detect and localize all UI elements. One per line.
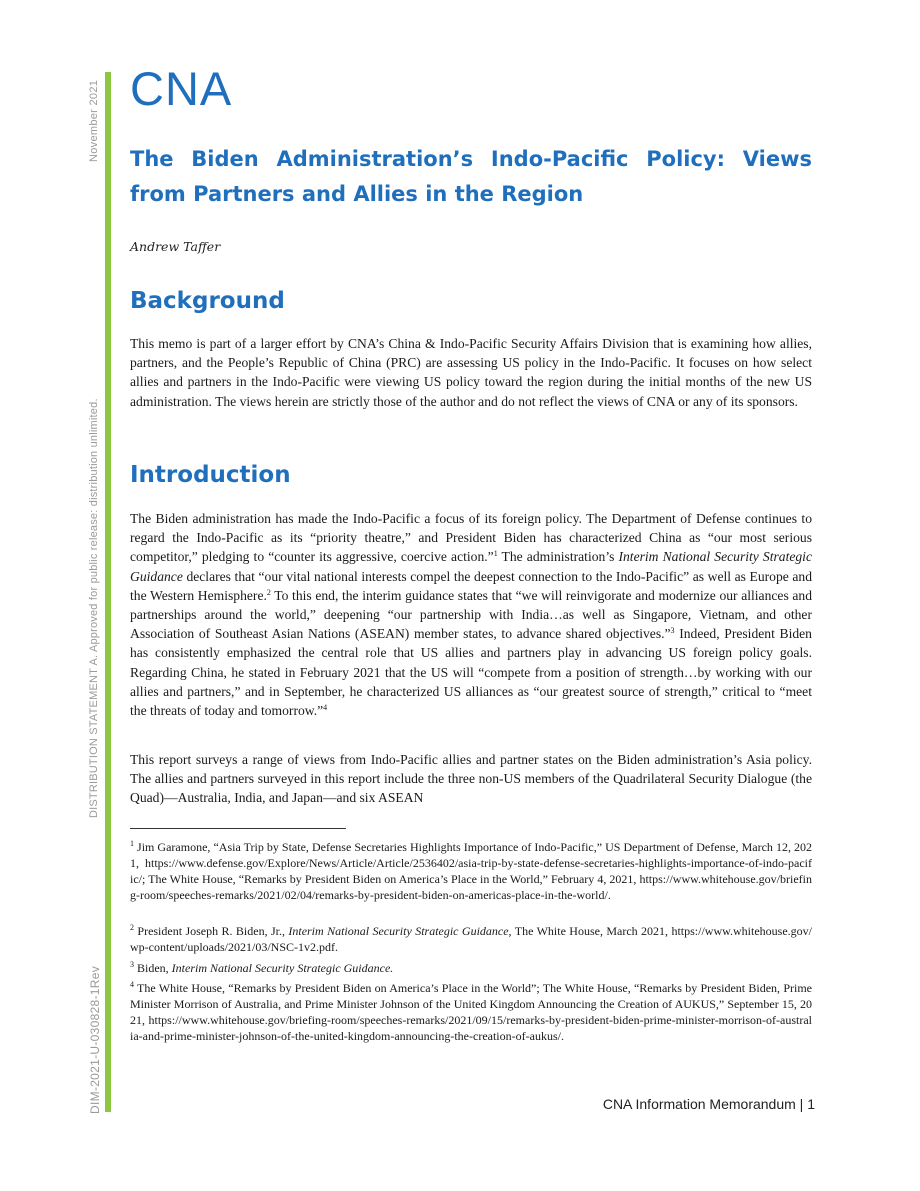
page-footer: CNA Information Memorandum | 1: [602, 1096, 815, 1112]
footnote-2: $^2$ President Joseph R. Biden, Jr., Interim National Security Strategic Guidance, The White House, March 2021, https://www.whitehouse.gov/wp-content/uploads/2021/03/NSC-1v2.pdf.: [130, 923, 812, 954]
footnote-ref-4[interactable]: 4: [323, 703, 328, 713]
guidance-title: Interim National Security Strategic Guidance: [130, 549, 812, 584]
footnote-divider: [130, 828, 346, 829]
page-title: The Biden Administration’s Indo-Pacific Policy: Views from Partners and Allies in the Region: [130, 147, 812, 206]
footnote-4: $^4$ The White House, “Remarks by President Biden on America’s Place in the World”; The White House, “Remarks by President Biden, Prime Minister Morrison of Australia, and Prime Minister Johnson of the United Kingdom Announcing the Creation of AUKUS,” September 15, 2021, https://www.whitehouse.gov/briefing-room/speeches-remarks/2021/09/15/remarks-by-president-biden-prime-minister-morrison-of-australia-and-prime-minister-johnson-of-the-united-kingdom-announcing-the-creation-of-aukus/.: [130, 980, 812, 1043]
sidebar-date: November 2021: [88, 79, 100, 162]
background-paragraph: This memo is part of a larger effort by CNA’s China & Indo-Pacific Security Affairs Division that is examining how allies, partners, and the People’s Republic of China (PRC) are assessing US policy in the Indo-Pacific. It focuses on how select allies and partners in the Indo-Pacific were viewing US policy toward the region during the initial months of the new US administration. The views herein are strictly those of the author and do not reflect the views of CNA or any of its sponsors.: [130, 336, 812, 409]
introduction-heading: Introduction: [130, 462, 291, 488]
introduction-paragraph-2: This report surveys a range of views from Indo-Pacific allies and partner states on the Biden administration’s Asia policy. The allies and partners surveyed in this report include the three non-US members of the Quadrilateral Security Dialogue (the Quad)—Australia, India, and Japan—and six ASEAN: [130, 752, 812, 806]
footnote-1: $^1$ Jim Garamone, “Asia Trip by State, Defense Secretaries Highlights Importance of Indo-Pacific,” US Department of Defense, March 12, 2021, https://www.defense.gov/Explore/News/Article/Article/2536402/asia-trip-by-state-defense-secretaries-highlights-importance-of-indo-pacific/; The White House, “Remarks by President Biden on America’s Place in the World,” February 4, 2021, https://www.whitehouse.gov/briefing-room/speeches-remarks/2021/02/04/remarks-by-president-biden-on-americas-place-in-the-world/.: [130, 839, 812, 902]
background-heading: Background: [130, 288, 285, 314]
footnote-3: $^3$ Biden, Interim National Security Strategic Guidance.: [130, 960, 394, 975]
distribution-statement: DISTRIBUTION STATEMENT A. Approved for public release: distribution unlimited.: [88, 398, 100, 818]
introduction-paragraph-1: The Biden administration has made the Indo-Pacific a focus of its foreign policy. The Department of Defense continues to regard the Indo-Pacific as its “priority theatre,” and President Biden has characterized China as “our most serious competitor,” pledging to “counter its aggressive, coercive action.”$^1$ The administration’s Interim National Security Strategic Guidance declares that “our vital national interests compel the deepest connection to the Indo-Pacific” as well as Europe and the Western Hemisphere.$^2$ To this end, the interim guidance states that “we will reinvigorate and modernize our alliances and partnerships around the world,” deepening “our partnership with India…as well as Singapore, Vietnam, and other Association of Southeast Asian Nations (ASEAN) member states, to advance shared objectives.”$^3$ Indeed, President Biden has consistently emphasized the central role that US allies and partners play in advancing US foreign policy goals. Regarding China, he stated in February 2021 that the US will “compete from a position of strength…by working with our allies and partners,” and in September, he characterized US alliances as “our greatest source of strength,” critical to “meet the threats of today and tomorrow.”$^4$: [130, 511, 812, 719]
cna-logo: [130, 68, 236, 108]
document-id: DIM-2021-U-030828-1Rev: [88, 966, 102, 1114]
footnote-ref-1[interactable]: 1: [493, 549, 498, 559]
author: Andrew Taffer: [130, 239, 221, 254]
footnote-ref-3[interactable]: 3: [670, 626, 675, 636]
svg-text:CNA: CNA: [130, 68, 233, 108]
accent-bar: [105, 72, 111, 1112]
footnote-ref-2[interactable]: 2: [266, 587, 271, 597]
